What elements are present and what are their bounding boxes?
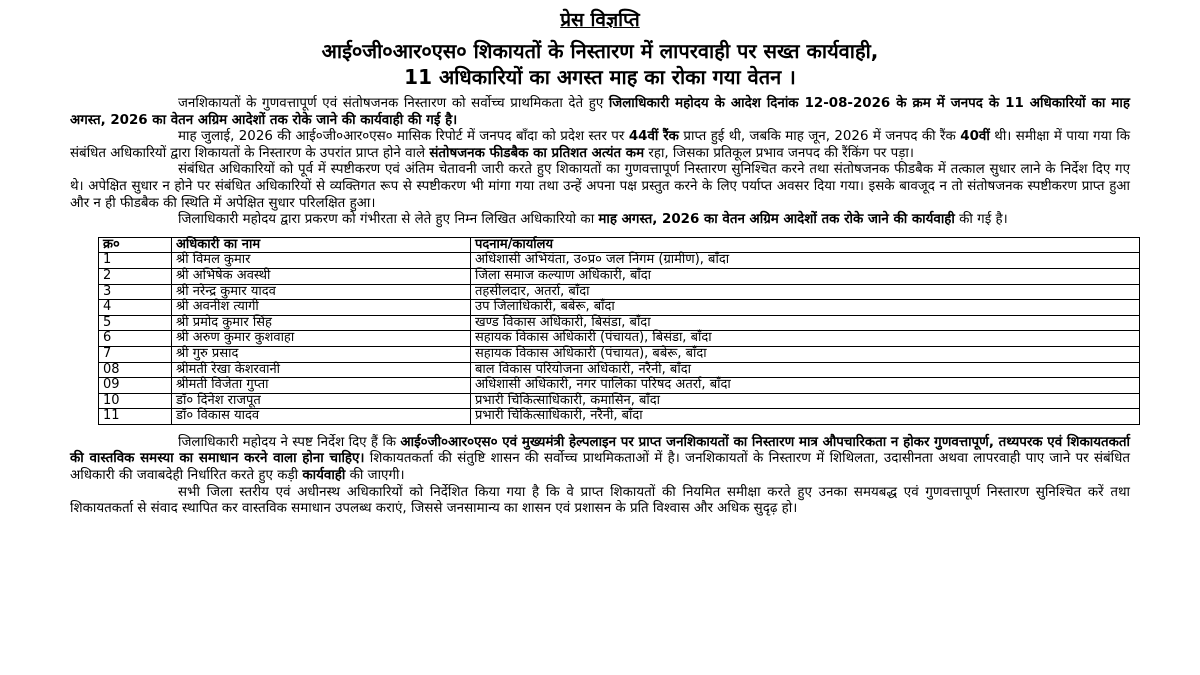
cell-serial: 6 [99,331,172,347]
cell-serial: 10 [99,393,172,409]
para2-text-2: प्राप्त हुई थी, जबकि माह जून, 2026 में जनपद की रैंक [678,129,961,145]
table-header-row [99,237,1140,253]
table-row [99,393,1140,409]
title-line-1: आई०जी०आर०एस० शिकायतों के निस्तारण में लापरवाही पर सख्त कार्यवाही, [321,39,879,63]
title-line-2: 11 अधिकारियों का अगस्त माह का रोका गया वेतन । [404,65,796,89]
header-officer-name: अधिकारी का नाम [172,237,471,253]
paragraph-1 [70,96,1130,129]
para5-text-2: शिकायतकर्ता की संतुष्टि शासन की सर्वोच्च प्राथमिकताओं में है। जनशिकायतों के निस्तारण में शिथिलता, उदासीनता अथवा लापरवाही पाए जाने पर संबंधित अधिकारी की जवाबदेही निर्धारित करते हुए कड़ी [70,451,1131,484]
para2-bold-feedback: संतोषजनक फीडबैक का प्रतिशत अत्यंत कम [429,145,645,161]
cell-officer-name: डॉ० दिनेश राजपूत [172,393,471,409]
cell-serial: 2 [99,268,172,284]
table-row [99,331,1140,347]
table-row [99,346,1140,362]
table-row [99,315,1140,331]
para2-text-1: माह जुलाई, 2026 की आई०जी०आर०एस० मासिक रिपोर्ट में जनपद बाँदा को प्रदेश स्तर पर [178,129,629,145]
cell-designation: अधिशासी अधिकारी, नगर पालिका परिषद अतर्रा, बाँदा [471,378,1140,394]
cell-officer-name: श्री प्रमोद कुमार सिंह [172,315,471,331]
para4-text-2: की गई है। [954,212,1008,228]
cell-officer-name: श्री अभिषेक अवस्थी [172,268,471,284]
cell-serial: 08 [99,362,172,378]
para5-bold-1: आई०जी०आर०एस० एवं मुख्यमंत्री हेल्पलाइन पर प्राप्त जनशिकायतों का निस्तारण मात्र औपचारिकता न होकर गुणवत्तापूर्ण, तथ्यपरक एवं शिकायतकर्ता की वास्तविक समस्या का समाधान करने वाला होना चाहिए। [70,434,1130,467]
cell-officer-name: श्रीमती रेखा केशरवानी [172,362,471,378]
cell-serial: 3 [99,284,172,300]
header-designation: पदनाम/कार्यालय [471,237,1140,253]
para6-text: सभी जिला स्तरीय एवं अधीनस्थ अधिकारियों को निर्देशित किया गया है कि वे प्राप्त शिकायतों की नियमित समीक्षा करते हुए उनका समयबद्ध एवं गुणवत्तापूर्ण निस्तारण सुनिश्चित करें तथा शिकायतकर्ता से संवाद स्थापित कर वास्तविक समाधान उपलब्ध कराएं, जिससे जनसामान्य का शासन एवं प्रशासन के प्रति विश्वास और अधिक सुदृढ़ हो। [70,484,1130,517]
cell-designation: प्रभारी चिकित्साधिकारी, नरैनी, बाँदा [471,409,1140,425]
paragraph-2 [70,129,1130,162]
paragraph-5 [70,435,1130,485]
cell-officer-name: श्री अरुण कुमार कुशवाहा [172,331,471,347]
cell-officer-name: डॉ० विकास यादव [172,409,471,425]
cell-designation: प्रभारी चिकित्साधिकारी, कमासिन, बाँदा [471,393,1140,409]
cell-serial: 1 [99,253,172,269]
table-row [99,362,1140,378]
officers-table [98,237,1140,425]
cell-serial: 7 [99,346,172,362]
para4-bold: माह अगस्त, 2026 का वेतन अग्रिम आदेशों तक रोके जाने की कार्यवाही [598,212,955,228]
table-row [99,378,1140,394]
para2-bold-rank: 44वीं रैंक [628,129,679,145]
cell-serial: 4 [99,300,172,316]
cell-designation: सहायक विकास अधिकारी (पंचायत), बिसंडा, बाँदा [471,331,1140,347]
para5-text-1: जिलाधिकारी महोदय ने स्पष्ट निर्देश दिए हैं कि [178,434,401,450]
para1-text: जनशिकायतों के गुणवत्तापूर्ण एवं संतोषजनक निस्तारण को सर्वोच्च प्राथमिकता देते हुए [178,96,609,111]
cell-officer-name: श्री गुरु प्रसाद [172,346,471,362]
para5-bold-2: कार्यवाही [302,468,346,484]
cell-designation: उप जिलाधिकारी, बबेरू, बाँदा [471,300,1140,316]
table-row [99,409,1140,425]
table-row [99,253,1140,269]
cell-designation: सहायक विकास अधिकारी (पंचायत), बबेरू, बाँदा [471,346,1140,362]
paragraph-4 [70,212,1130,229]
para2-text-3: थी। समीक्षा में पाया गया कि संबंधित अधिकारियों द्वारा शिकायतों के निस्तारण के उपरांत प्राप्त होने वाले [70,129,1130,161]
cell-officer-name: श्री अवनीश त्यागी [172,300,471,316]
cell-designation: खण्ड विकास अधिकारी, बिसंडा, बाँदा [471,315,1140,331]
para3-text: संबंधित अधिकारियों को पूर्व में स्पष्टीकरण एवं अंतिम चेतावनी जारी करते हुए शिकायतों का गुणवत्तापूर्ण निस्तारण सुनिश्चित करने तथा संतोषजनक फीडबैक में तत्काल सुधार लाने के निर्देश दिए गए थे। अपेक्षित सुधार न होने पर संबंधित अधिकारियों से व्यक्तिगत रूप से स्पष्टीकरण भी मांगा गया तथा उन्हें अपना पक्ष प्रस्तुत करने के लिए पर्याप्त अवसर दिया गया। इसके बावजूद न तो संतोषजनक स्पष्टीकरण प्राप्त हुआ और न ही फीडबैक की स्थिति में अपेक्षित सुधार परिलक्षित हुआ। [70,162,1131,211]
header-serial: क्र० [99,237,172,253]
cell-officer-name: श्री नरेन्द्र कुमार यादव [172,284,471,300]
document-title [70,38,1130,90]
cell-serial: 11 [99,409,172,425]
cell-officer-name: श्रीमती विजेता गुप्ता [172,378,471,394]
table-row [99,300,1140,316]
paragraph-3 [70,162,1130,212]
cell-designation: जिला समाज कल्याण अधिकारी, बाँदा [471,268,1140,284]
cell-serial: 5 [99,315,172,331]
para2-bold-prev-rank: 40वीं [960,129,990,145]
cell-designation: अधिशासी अभियंता, उ०प्र० जल निगम (ग्रामीण), बाँदा [471,253,1140,269]
paragraph-6 [70,485,1130,518]
para4-text-1: जिलाधिकारी महोदय द्वारा प्रकरण को गंभीरता से लेते हुए निम्न लिखित अधिकारियो का [178,212,599,228]
para1-bold: जिलाधिकारी महोदय के आदेश दिनांक 12-08-2026 के क्रम में जनपद के 11 अधिकारियों का माह अगस्त, 2026 का वेतन अग्रिम आदेशों तक रोके जाने की कार्यवाही की गई है। [70,96,1130,128]
cell-designation: बाल विकास परियोजना अधिकारी, नरैनी, बाँदा [471,362,1140,378]
table-row [99,268,1140,284]
table-row [99,284,1140,300]
cell-designation: तहसीलदार, अतर्रा, बाँदा [471,284,1140,300]
document-heading: प्रेस विज्ञप्ति [560,9,640,31]
cell-serial: 09 [99,378,172,394]
para2-text-4: रहा, जिसका प्रतिकूल प्रभाव जनपद की रैंकिंग पर पड़ा। [644,145,914,161]
cell-officer-name: श्री विमल कुमार [172,253,471,269]
para5-text-3: की जाएगी। [345,468,405,484]
